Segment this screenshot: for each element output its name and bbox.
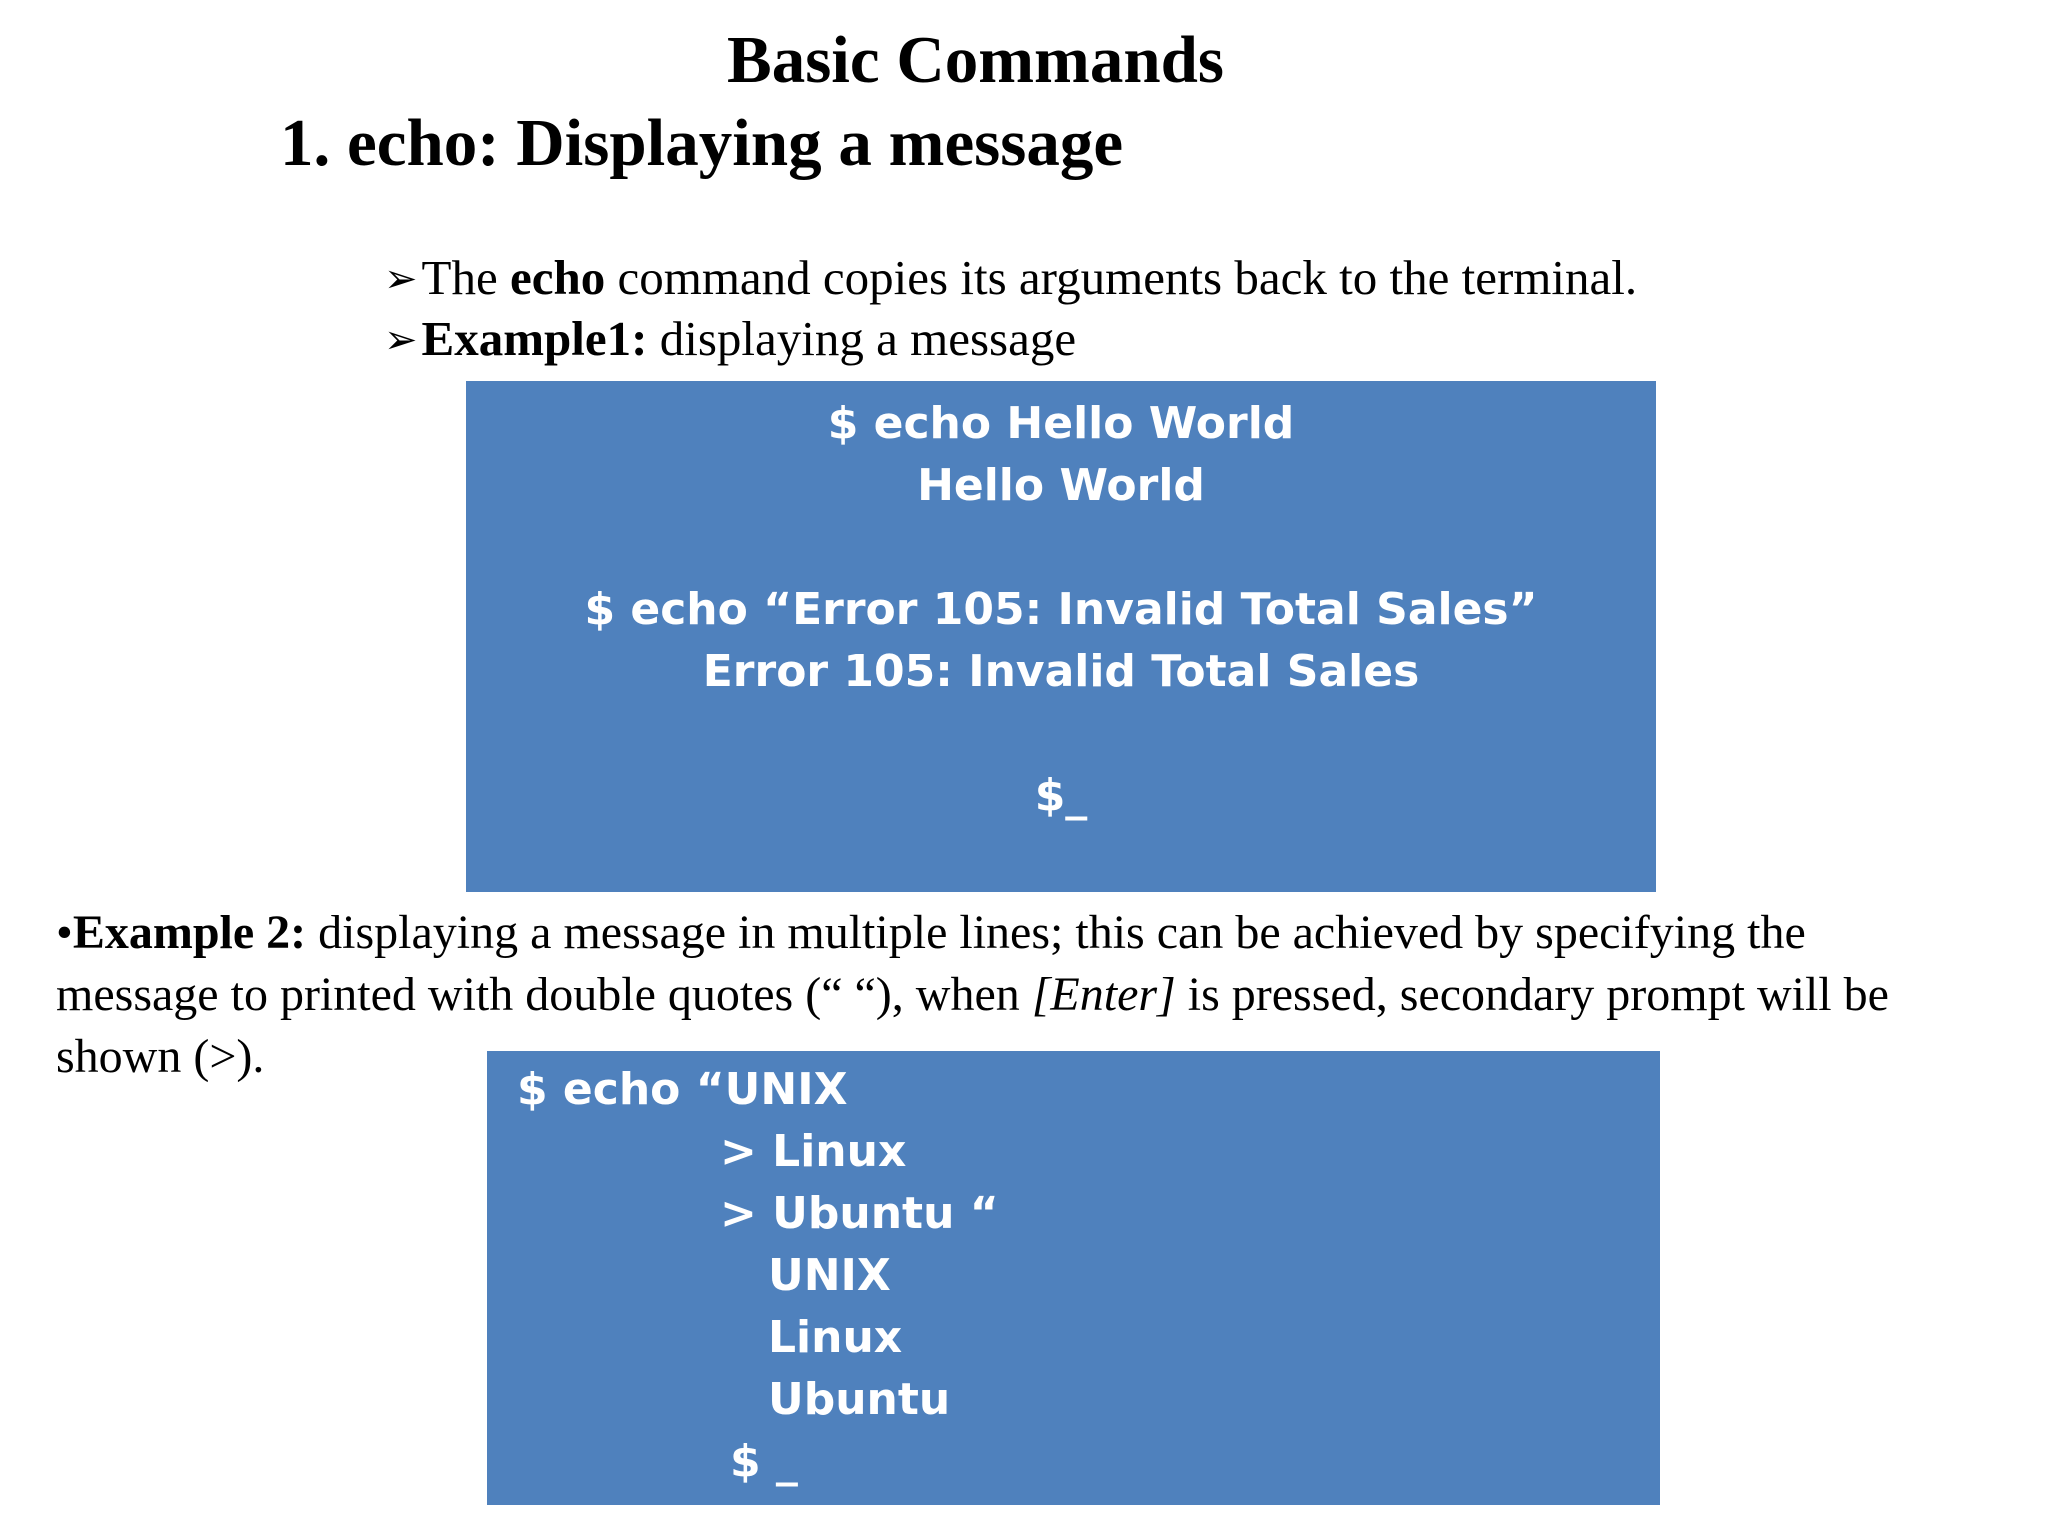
terminal-prompt: $_ — [1034, 770, 1088, 821]
terminal-line: $ echo “UNIX — [517, 1064, 848, 1115]
terminal-line: $ echo Hello World — [827, 398, 1295, 449]
terminal-line: Linux — [768, 1312, 903, 1363]
bullet-text: The — [421, 250, 510, 305]
arrow-bullet-icon: ➢ — [384, 317, 418, 363]
bullet-bold-term: Example1: — [421, 311, 648, 366]
terminal-line: Error 105: Invalid Total Sales — [702, 646, 1420, 697]
terminal-line: Hello World — [917, 460, 1205, 511]
terminal-example-1 — [466, 381, 1656, 892]
terminal-example-2 — [487, 1051, 1660, 1505]
example2-text: is pressed, secondary prompt will be shown (>). — [56, 968, 1889, 1083]
terminal-line: $ echo “Error 105: Invalid Total Sales” — [584, 584, 1538, 635]
slide-subtitle: 1. echo: Displaying a message — [280, 106, 1124, 180]
bullet-text: displaying a message — [647, 311, 1077, 366]
terminal-line: Ubuntu — [768, 1374, 951, 1425]
bullet-example1 — [384, 309, 1076, 370]
bullet-dot-icon: • — [56, 906, 73, 959]
bullet-echo-description — [384, 248, 1637, 309]
terminal-line: > Ubuntu “ — [720, 1188, 999, 1239]
bullet-bold-term: echo — [509, 250, 606, 305]
arrow-bullet-icon: ➢ — [384, 256, 418, 302]
terminal-line: > Linux — [720, 1126, 907, 1177]
bullet-text: command copies its arguments back to the terminal. — [605, 250, 1638, 305]
enter-key-text: [Enter] — [1031, 968, 1176, 1021]
terminal-line: UNIX — [768, 1250, 891, 1301]
example2-text: displaying a message in multiple lines; this can be achieved by specifying the message to printed with double quotes (“ “), when — [56, 906, 1806, 1021]
slide-title: Basic Commands — [727, 23, 1224, 97]
terminal-prompt: $ _ — [730, 1436, 798, 1487]
example2-label: Example 2: — [72, 906, 307, 959]
